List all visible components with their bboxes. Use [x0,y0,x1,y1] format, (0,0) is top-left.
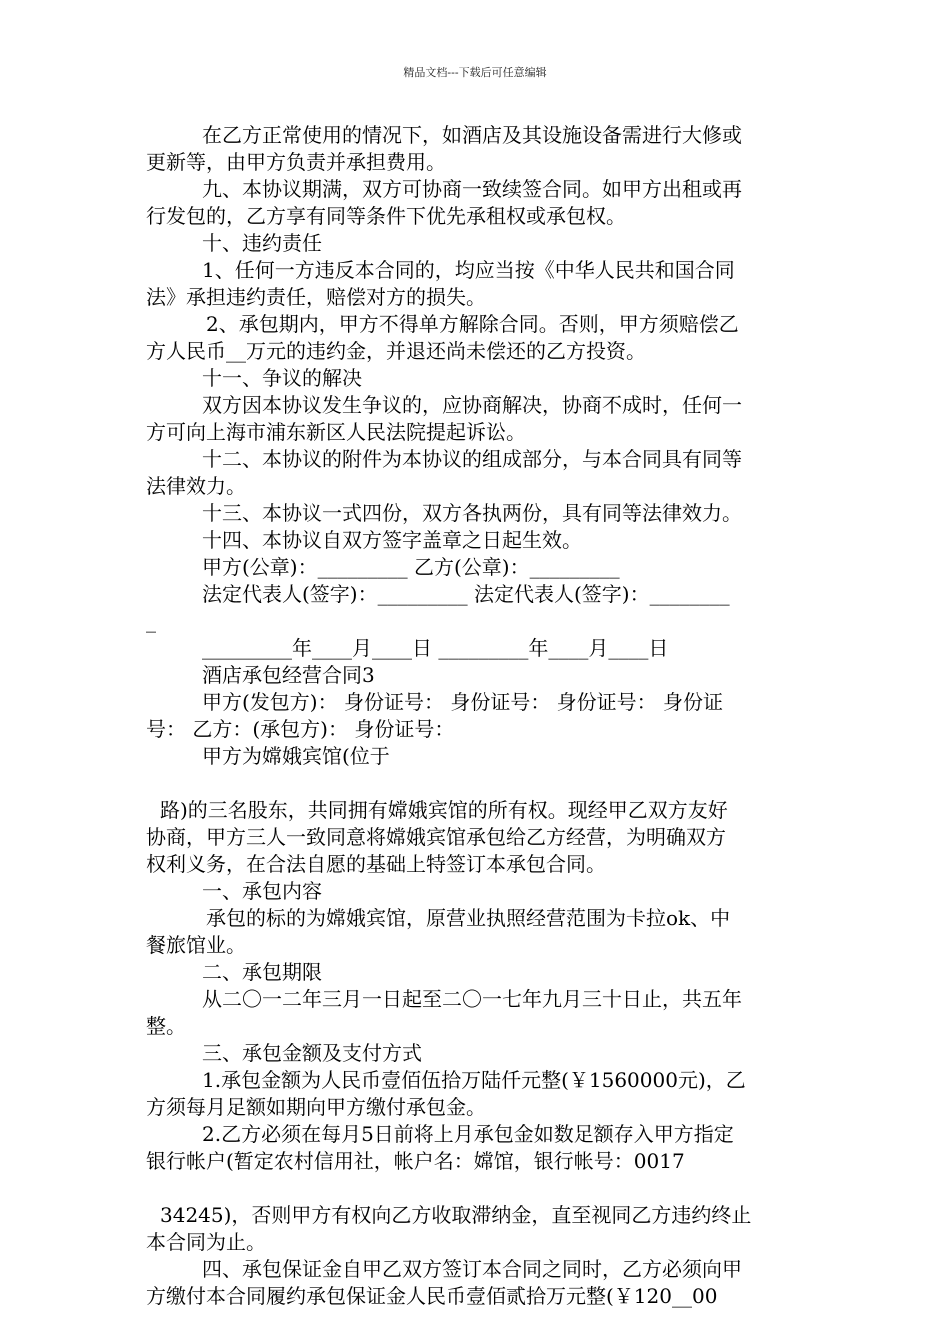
party-info-line: 号： 乙方：(承包方)： 身份证号： [146,717,455,741]
text-line: 路)的三名股东，共同拥有嫦娥宾馆的所有权。现经甲乙双方友好 [160,798,728,822]
text-line: 2.乙方必须在每月5日前将上月承包金如数足额存入甲方指定 [202,1122,734,1146]
page-header: 精品文档---下载后可任意编辑 [403,66,547,79]
signature-representative-line: 法定代表人(签字)：_________ 法定代表人(签字)：________ [202,582,730,606]
party-info-line: 甲方(发包方)： 身份证号： 身份证号： 身份证号： 身份证 [202,690,724,714]
text-line: 1、任何一方违反本合同的，均应当按《中华人民共和国合同 [202,258,735,282]
text-line: 承包的标的为嫦娥宾馆，原营业执照经营范围为卡拉ok、中 [206,906,731,930]
text-line: 1.承包金额为人民币壹佰伍拾万陆仟元整(￥1560000元)，乙 [202,1068,746,1092]
text-line: 方须每月足额如期向甲方缴付承包金。 [146,1095,486,1119]
text-line: 十三、本协议一式四份，双方各执两份，具有同等法律效力。 [202,501,742,525]
text-line: 2、承包期内，甲方不得单方解除合同。否则，甲方须赔偿乙 [206,312,739,336]
text-line: 方缴付本合同履约承包保证金人民币壹佰贰拾万元整(￥120__00 [146,1284,718,1308]
section-heading: 十一、争议的解决 [202,366,362,390]
text-line: 从二〇一二年三月一日起至二〇一七年九月三十日止，共五年 [202,987,742,1011]
text-line: 十二、本协议的附件为本协议的组成部分，与本合同具有同等 [202,447,742,471]
text-line: 双方因本协议发生争议的，应协商解决，协商不成时，任何一 [202,393,742,417]
text-line: 四、承包保证金自甲乙双方签订本合同之同时，乙方必须向甲 [202,1257,742,1281]
text-line: 在乙方正常使用的情况下，如酒店及其设施设备需进行大修或 [202,123,742,147]
section-heading: 一、承包内容 [202,879,322,903]
text-line: 方可向上海市浦东新区人民法院提起诉讼。 [146,420,526,444]
section-heading: 三、承包金额及支付方式 [202,1041,422,1065]
text-line: 方人民币__万元的违约金，并退还尚未偿还的乙方投资。 [146,339,646,363]
text-line: 法》承担违约责任，赔偿对方的损失。 [146,285,486,309]
text-line: 34245)，否则甲方有权向乙方收取滞纳金，直至视同乙方违约终止 [160,1203,752,1227]
text-line: 餐旅馆业。 [146,933,246,957]
section-heading: 二、承包期限 [202,960,322,984]
text-line: 整。 [146,1014,186,1038]
text-line: 银行帐户(暂定农村信用社，帐户名：嫦馆，银行帐号：0017 [146,1149,685,1173]
text-line: 行发包的，乙方享有同等条件下优先承租权或承包权。 [146,204,626,228]
document-body [146,122,806,1310]
text-line: 十四、本协议自双方签字盖章之日起生效。 [202,528,582,552]
text-line: 协商，甲方三人一致同意将嫦娥宾馆承包给乙方经营，为明确双方 [146,825,726,849]
contract-title: 酒店承包经营合同3 [202,663,375,687]
text-line: 本合同为止。 [146,1230,266,1254]
text-line: 九、本协议期满，双方可协商一致续签合同。如甲方出租或再 [202,177,742,201]
signature-seal-line: 甲方(公章)：_________ 乙方(公章)：_________ [202,555,620,579]
text-line: 甲方为嫦娥宾馆(位于 [202,744,390,768]
signature-date-line: _________年____月____日 _________年____月____日 [202,636,669,660]
text-line: _ [146,609,156,633]
text-line: 法律效力。 [146,474,246,498]
text-line: 更新等，由甲方负责并承担费用。 [146,150,446,174]
text-line: 权利义务，在合法自愿的基础上特签订本承包合同。 [146,852,606,876]
section-heading: 十、违约责任 [202,231,322,255]
